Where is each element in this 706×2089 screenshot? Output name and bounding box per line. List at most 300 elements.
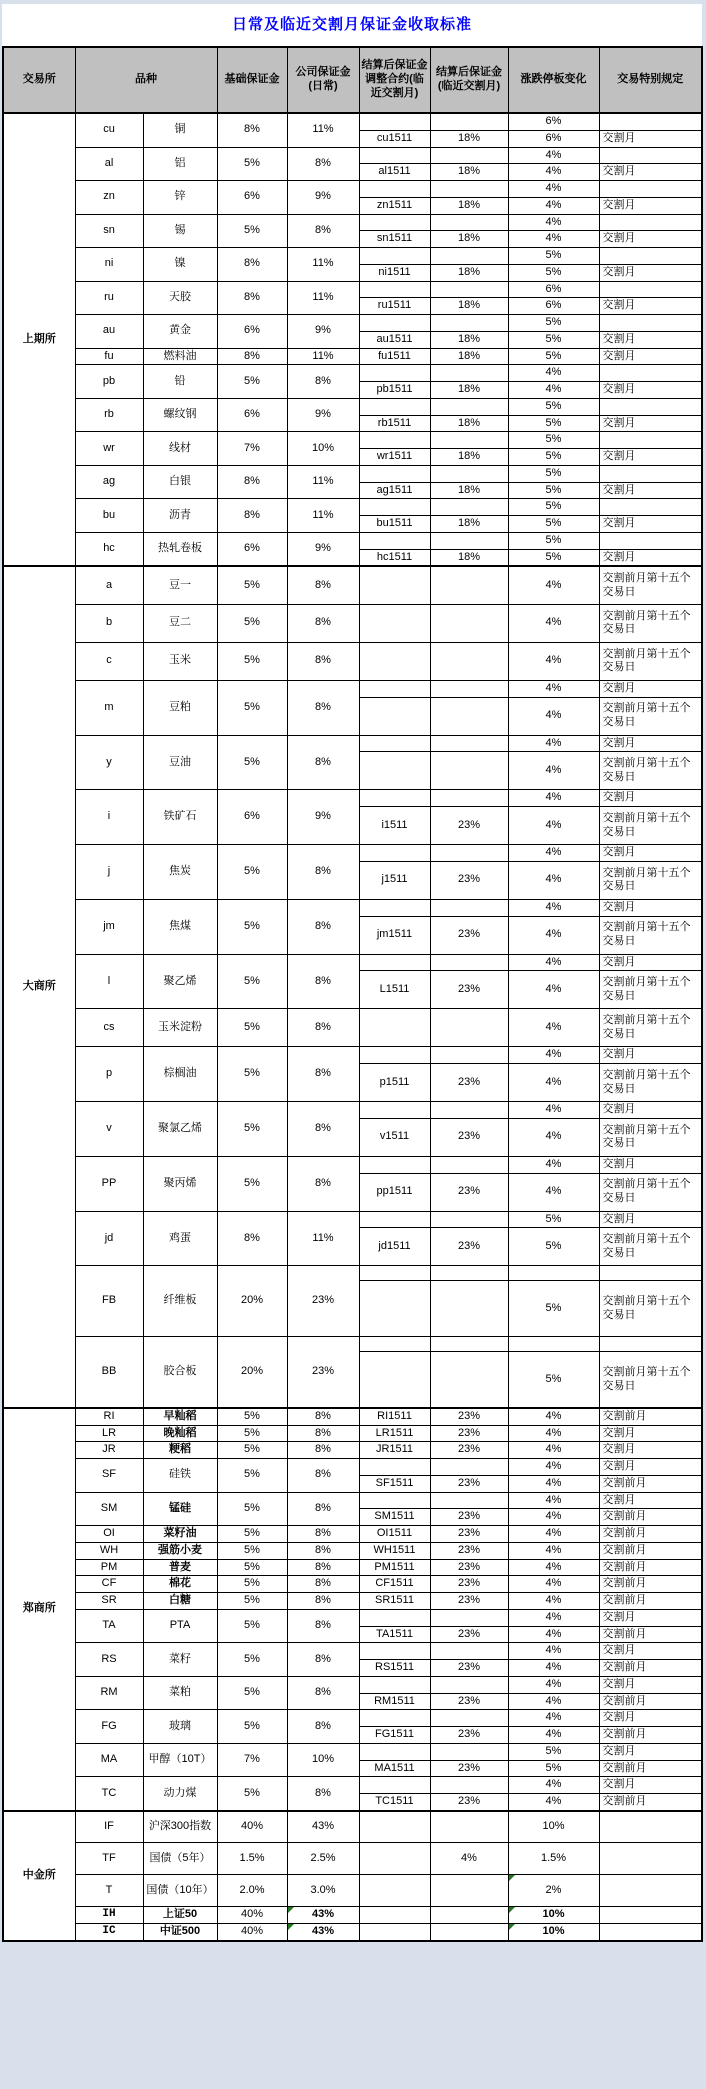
price-limit-cell[interactable]: 5% [508,465,599,482]
special-rule-cell[interactable]: 交割月 [599,1047,702,1064]
price-limit-cell[interactable]: 10% [508,1811,599,1843]
product-name-cell[interactable]: 强筋小麦 [143,1542,217,1559]
product-code-cell[interactable]: BB [75,1337,143,1408]
price-limit-cell[interactable]: 4% [508,231,599,248]
product-name-cell[interactable]: 聚乙烯 [143,954,217,1009]
post-margin-cell[interactable] [430,214,508,231]
post-margin-cell[interactable] [430,680,508,697]
contract-cell[interactable] [359,680,430,697]
price-limit-cell[interactable]: 5% [508,1760,599,1777]
special-rule-cell[interactable] [599,1843,702,1875]
product-name-cell[interactable]: 动力煤 [143,1777,217,1811]
price-limit-cell[interactable]: 4% [508,680,599,697]
company-margin-cell[interactable]: 11% [287,1211,359,1266]
company-margin-cell[interactable]: 8% [287,1526,359,1543]
post-margin-cell[interactable] [430,1459,508,1476]
post-margin-cell[interactable]: 18% [430,449,508,466]
contract-cell[interactable] [359,365,430,382]
contract-cell[interactable] [359,954,430,971]
post-margin-cell[interactable] [430,566,508,604]
product-name-cell[interactable]: 纤维板 [143,1266,217,1337]
special-rule-cell[interactable]: 交割前月 [599,1559,702,1576]
price-limit-cell[interactable]: 4% [508,1102,599,1119]
company-margin-cell[interactable]: 8% [287,1643,359,1677]
product-code-cell[interactable]: sn [75,214,143,248]
price-limit-cell[interactable]: 4% [508,1442,599,1459]
product-name-cell[interactable]: 焦煤 [143,899,217,954]
special-rule-cell[interactable] [599,147,702,164]
price-limit-cell[interactable]: 4% [508,697,599,735]
base-margin-cell[interactable]: 5% [217,1425,287,1442]
header-base-margin[interactable]: 基础保证金 [217,47,287,113]
base-margin-cell[interactable]: 7% [217,432,287,466]
post-margin-cell[interactable] [430,1047,508,1064]
base-margin-cell[interactable]: 5% [217,845,287,900]
contract-cell[interactable]: FG1511 [359,1727,430,1744]
company-margin-cell[interactable]: 3.0% [287,1875,359,1907]
post-margin-cell[interactable]: 18% [430,231,508,248]
base-margin-cell[interactable]: 5% [217,899,287,954]
price-limit-cell[interactable]: 5% [508,449,599,466]
product-code-cell[interactable]: T [75,1875,143,1907]
product-code-cell[interactable]: RI [75,1408,143,1425]
product-name-cell[interactable]: 铝 [143,147,217,181]
company-margin-cell[interactable]: 43% [287,1924,359,1941]
price-limit-cell[interactable]: 4% [508,790,599,807]
price-limit-cell[interactable]: 4% [508,1118,599,1156]
product-code-cell[interactable]: cu [75,113,143,147]
post-margin-cell[interactable]: 23% [430,1760,508,1777]
price-limit-cell[interactable]: 4% [508,1156,599,1173]
header-company-margin[interactable]: 公司保证金(日常) [287,47,359,113]
product-name-cell[interactable]: 螺纹钢 [143,398,217,432]
product-name-cell[interactable]: 镍 [143,248,217,282]
special-rule-cell[interactable]: 交割前月 [599,1576,702,1593]
special-rule-cell[interactable]: 交割月 [599,1459,702,1476]
price-limit-cell[interactable]: 5% [508,432,599,449]
special-rule-cell[interactable]: 交割前月 [599,1727,702,1744]
company-margin-cell[interactable]: 9% [287,398,359,432]
special-rule-cell[interactable] [599,432,702,449]
price-limit-cell[interactable]: 4% [508,1459,599,1476]
special-rule-cell[interactable]: 交割前月第十五个交易日 [599,861,702,899]
special-rule-cell[interactable]: 交割前月 [599,1626,702,1643]
base-margin-cell[interactable]: 40% [217,1924,287,1941]
special-rule-cell[interactable]: 交割前月第十五个交易日 [599,1352,702,1408]
company-margin-cell[interactable]: 8% [287,365,359,399]
post-margin-cell[interactable] [430,752,508,790]
base-margin-cell[interactable]: 8% [217,113,287,147]
post-margin-cell[interactable] [430,248,508,265]
company-margin-cell[interactable]: 10% [287,432,359,466]
post-margin-cell[interactable] [430,845,508,862]
product-name-cell[interactable]: 普麦 [143,1559,217,1576]
product-code-cell[interactable]: au [75,315,143,349]
base-margin-cell[interactable]: 20% [217,1337,287,1408]
contract-cell[interactable] [359,1492,430,1509]
special-rule-cell[interactable]: 交割前月 [599,1794,702,1811]
price-limit-cell[interactable]: 4% [508,1425,599,1442]
price-limit-cell[interactable]: 4% [508,1509,599,1526]
company-margin-cell[interactable]: 8% [287,680,359,735]
post-margin-cell[interactable] [430,642,508,680]
product-code-cell[interactable]: RS [75,1643,143,1677]
exchange-cell[interactable]: 郑商所 [3,1408,75,1811]
product-code-cell[interactable]: m [75,680,143,735]
post-margin-cell[interactable] [430,1352,508,1408]
contract-cell[interactable] [359,1907,430,1924]
post-margin-cell[interactable]: 23% [430,1064,508,1102]
base-margin-cell[interactable]: 5% [217,1102,287,1157]
contract-cell[interactable]: pb1511 [359,382,430,399]
contract-cell[interactable]: fu1511 [359,348,430,365]
special-rule-cell[interactable]: 交割月 [599,1609,702,1626]
post-margin-cell[interactable] [430,315,508,332]
base-margin-cell[interactable]: 6% [217,181,287,215]
price-limit-cell[interactable]: 5% [508,1228,599,1266]
price-limit-cell[interactable] [508,1337,599,1352]
product-code-cell[interactable]: LR [75,1425,143,1442]
company-margin-cell[interactable]: 9% [287,315,359,349]
product-name-cell[interactable]: 豆油 [143,735,217,790]
price-limit-cell[interactable]: 4% [508,971,599,1009]
post-margin-cell[interactable]: 23% [430,1559,508,1576]
price-limit-cell[interactable]: 5% [508,1743,599,1760]
post-margin-cell[interactable]: 23% [430,916,508,954]
post-margin-cell[interactable] [430,113,508,130]
contract-cell[interactable] [359,566,430,604]
special-rule-cell[interactable]: 交割月 [599,197,702,214]
special-rule-cell[interactable] [599,1924,702,1941]
contract-cell[interactable] [359,1811,430,1843]
company-margin-cell[interactable]: 11% [287,281,359,315]
product-code-cell[interactable]: fu [75,348,143,365]
contract-cell[interactable] [359,642,430,680]
post-margin-cell[interactable] [430,1266,508,1281]
price-limit-cell[interactable]: 10% [508,1907,599,1924]
special-rule-cell[interactable]: 交割前月第十五个交易日 [599,697,702,735]
special-rule-cell[interactable]: 交割月 [599,680,702,697]
product-code-cell[interactable]: PM [75,1559,143,1576]
post-margin-cell[interactable]: 23% [430,807,508,845]
header-product[interactable]: 品种 [75,47,217,113]
contract-cell[interactable]: p1511 [359,1064,430,1102]
product-code-cell[interactable]: TA [75,1609,143,1643]
base-margin-cell[interactable]: 5% [217,1676,287,1710]
company-margin-cell[interactable]: 8% [287,1777,359,1811]
special-rule-cell[interactable]: 交割月 [599,1492,702,1509]
company-margin-cell[interactable]: 9% [287,181,359,215]
contract-cell[interactable]: RS1511 [359,1660,430,1677]
post-margin-cell[interactable] [430,181,508,198]
base-margin-cell[interactable]: 5% [217,1459,287,1493]
company-margin-cell[interactable]: 8% [287,1492,359,1526]
special-rule-cell[interactable]: 交割月 [599,1156,702,1173]
special-rule-cell[interactable]: 交割前月 [599,1760,702,1777]
contract-cell[interactable]: PM1511 [359,1559,430,1576]
base-margin-cell[interactable]: 5% [217,735,287,790]
product-name-cell[interactable]: 铅 [143,365,217,399]
contract-cell[interactable] [359,1352,430,1408]
special-rule-cell[interactable]: 交割月 [599,231,702,248]
post-margin-cell[interactable]: 23% [430,971,508,1009]
contract-cell[interactable]: SR1511 [359,1593,430,1610]
price-limit-cell[interactable]: 10% [508,1924,599,1941]
company-margin-cell[interactable]: 8% [287,954,359,1009]
base-margin-cell[interactable]: 8% [217,281,287,315]
company-margin-cell[interactable]: 11% [287,113,359,147]
contract-cell[interactable]: TC1511 [359,1794,430,1811]
product-code-cell[interactable]: b [75,604,143,642]
price-limit-cell[interactable]: 4% [508,954,599,971]
special-rule-cell[interactable]: 交割月 [599,415,702,432]
product-code-cell[interactable]: TC [75,1777,143,1811]
post-margin-cell[interactable]: 18% [430,482,508,499]
post-margin-cell[interactable]: 18% [430,298,508,315]
post-margin-cell[interactable]: 18% [430,415,508,432]
product-name-cell[interactable]: 白银 [143,465,217,499]
post-margin-cell[interactable]: 23% [430,1425,508,1442]
price-limit-cell[interactable]: 4% [508,164,599,181]
price-limit-cell[interactable]: 4% [508,1626,599,1643]
base-margin-cell[interactable]: 5% [217,1559,287,1576]
contract-cell[interactable] [359,181,430,198]
product-name-cell[interactable]: 锌 [143,181,217,215]
contract-cell[interactable] [359,147,430,164]
product-name-cell[interactable]: 豆一 [143,566,217,604]
base-margin-cell[interactable]: 5% [217,1526,287,1543]
contract-cell[interactable] [359,281,430,298]
product-code-cell[interactable]: jm [75,899,143,954]
contract-cell[interactable]: JR1511 [359,1442,430,1459]
product-name-cell[interactable]: 硅铁 [143,1459,217,1493]
post-margin-cell[interactable] [430,1492,508,1509]
contract-cell[interactable] [359,845,430,862]
special-rule-cell[interactable]: 交割月 [599,845,702,862]
product-code-cell[interactable]: i [75,790,143,845]
product-name-cell[interactable]: 菜籽油 [143,1526,217,1543]
product-name-cell[interactable]: 上证50 [143,1907,217,1924]
product-name-cell[interactable]: 线材 [143,432,217,466]
price-limit-cell[interactable]: 4% [508,1047,599,1064]
contract-cell[interactable]: jd1511 [359,1228,430,1266]
post-margin-cell[interactable]: 23% [430,1727,508,1744]
special-rule-cell[interactable]: 交割月 [599,1211,702,1228]
company-margin-cell[interactable]: 11% [287,248,359,282]
contract-cell[interactable] [359,1924,430,1941]
product-code-cell[interactable]: ru [75,281,143,315]
special-rule-cell[interactable] [599,465,702,482]
special-rule-cell[interactable]: 交割月 [599,130,702,147]
contract-cell[interactable] [359,432,430,449]
base-margin-cell[interactable]: 5% [217,1609,287,1643]
product-name-cell[interactable]: 晚籼稻 [143,1425,217,1442]
post-margin-cell[interactable] [430,465,508,482]
special-rule-cell[interactable] [599,532,702,549]
company-margin-cell[interactable]: 43% [287,1811,359,1843]
price-limit-cell[interactable]: 4% [508,1794,599,1811]
special-rule-cell[interactable]: 交割月 [599,1442,702,1459]
special-rule-cell[interactable]: 交割月 [599,1425,702,1442]
post-margin-cell[interactable] [430,499,508,516]
price-limit-cell[interactable]: 4% [508,1408,599,1425]
product-name-cell[interactable]: 沪深300指数 [143,1811,217,1843]
contract-cell[interactable]: hc1511 [359,549,430,566]
post-margin-cell[interactable]: 23% [430,1626,508,1643]
price-limit-cell[interactable]: 4% [508,1676,599,1693]
price-limit-cell[interactable]: 4% [508,1777,599,1794]
product-code-cell[interactable]: wr [75,432,143,466]
post-margin-cell[interactable]: 23% [430,1526,508,1543]
contract-cell[interactable]: au1511 [359,331,430,348]
product-code-cell[interactable]: zn [75,181,143,215]
company-margin-cell[interactable]: 23% [287,1266,359,1337]
contract-cell[interactable]: RM1511 [359,1693,430,1710]
product-name-cell[interactable]: 甲醇（10T） [143,1743,217,1777]
special-rule-cell[interactable]: 交割前月 [599,1542,702,1559]
special-rule-cell[interactable] [599,1811,702,1843]
post-margin-cell[interactable]: 23% [430,1576,508,1593]
exchange-cell[interactable]: 上期所 [3,113,75,566]
product-code-cell[interactable]: ag [75,465,143,499]
post-margin-cell[interactable]: 18% [430,549,508,566]
product-name-cell[interactable]: 玉米 [143,642,217,680]
contract-cell[interactable] [359,248,430,265]
post-margin-cell[interactable] [430,365,508,382]
price-limit-cell[interactable]: 5% [508,1352,599,1408]
base-margin-cell[interactable]: 5% [217,1156,287,1211]
base-margin-cell[interactable]: 5% [217,1710,287,1744]
price-limit-cell[interactable]: 5% [508,532,599,549]
post-margin-cell[interactable]: 23% [430,861,508,899]
special-rule-cell[interactable]: 交割前月第十五个交易日 [599,807,702,845]
price-limit-cell[interactable]: 4% [508,1559,599,1576]
special-rule-cell[interactable]: 交割月 [599,899,702,916]
base-margin-cell[interactable]: 8% [217,1211,287,1266]
price-limit-cell[interactable]: 1.5% [508,1843,599,1875]
company-margin-cell[interactable]: 8% [287,1442,359,1459]
price-limit-cell[interactable]: 4% [508,1693,599,1710]
company-margin-cell[interactable]: 8% [287,1102,359,1157]
special-rule-cell[interactable]: 交割前月 [599,1509,702,1526]
product-code-cell[interactable]: MA [75,1743,143,1777]
base-margin-cell[interactable]: 5% [217,365,287,399]
contract-cell[interactable] [359,790,430,807]
base-margin-cell[interactable]: 6% [217,398,287,432]
contract-cell[interactable]: OI1511 [359,1526,430,1543]
price-limit-cell[interactable]: 4% [508,365,599,382]
base-margin-cell[interactable]: 1.5% [217,1843,287,1875]
special-rule-cell[interactable]: 交割前月第十五个交易日 [599,604,702,642]
price-limit-cell[interactable]: 4% [508,197,599,214]
post-margin-cell[interactable]: 23% [430,1794,508,1811]
special-rule-cell[interactable]: 交割月 [599,298,702,315]
special-rule-cell[interactable] [599,1907,702,1924]
post-margin-cell[interactable] [430,281,508,298]
product-code-cell[interactable]: RM [75,1676,143,1710]
product-name-cell[interactable]: 豆二 [143,604,217,642]
special-rule-cell[interactable] [599,1875,702,1907]
base-margin-cell[interactable]: 5% [217,604,287,642]
company-margin-cell[interactable]: 2.5% [287,1843,359,1875]
post-margin-cell[interactable] [430,1743,508,1760]
price-limit-cell[interactable]: 4% [508,807,599,845]
special-rule-cell[interactable]: 交割月 [599,331,702,348]
post-margin-cell[interactable]: 23% [430,1442,508,1459]
contract-cell[interactable]: ru1511 [359,298,430,315]
product-name-cell[interactable]: 燃料油 [143,348,217,365]
special-rule-cell[interactable]: 交割前月第十五个交易日 [599,1064,702,1102]
post-margin-cell[interactable]: 23% [430,1509,508,1526]
product-name-cell[interactable]: 白糖 [143,1593,217,1610]
product-name-cell[interactable]: 国债（5年） [143,1843,217,1875]
special-rule-cell[interactable]: 交割前月第十五个交易日 [599,971,702,1009]
price-limit-cell[interactable]: 4% [508,604,599,642]
base-margin-cell[interactable]: 5% [217,1047,287,1102]
contract-cell[interactable]: zn1511 [359,197,430,214]
header-adjusted-contract[interactable]: 结算后保证金调整合约(临近交割月) [359,47,430,113]
base-margin-cell[interactable]: 5% [217,680,287,735]
special-rule-cell[interactable]: 交割前月第十五个交易日 [599,1281,702,1337]
price-limit-cell[interactable]: 4% [508,1660,599,1677]
company-margin-cell[interactable]: 9% [287,790,359,845]
special-rule-cell[interactable]: 交割月 [599,1777,702,1794]
base-margin-cell[interactable]: 5% [217,1777,287,1811]
price-limit-cell[interactable]: 4% [508,1710,599,1727]
price-limit-cell[interactable]: 4% [508,1727,599,1744]
special-rule-cell[interactable] [599,365,702,382]
price-limit-cell[interactable]: 5% [508,1281,599,1337]
post-margin-cell[interactable] [430,532,508,549]
product-name-cell[interactable]: 粳稻 [143,1442,217,1459]
contract-cell[interactable] [359,1102,430,1119]
special-rule-cell[interactable]: 交割前月第十五个交易日 [599,642,702,680]
special-rule-cell[interactable]: 交割月 [599,164,702,181]
post-margin-cell[interactable]: 23% [430,1593,508,1610]
price-limit-cell[interactable]: 4% [508,899,599,916]
product-code-cell[interactable]: jd [75,1211,143,1266]
company-margin-cell[interactable]: 8% [287,566,359,604]
contract-cell[interactable]: TA1511 [359,1626,430,1643]
company-margin-cell[interactable]: 8% [287,147,359,181]
contract-cell[interactable]: pp1511 [359,1173,430,1211]
product-code-cell[interactable]: j [75,845,143,900]
price-limit-cell[interactable]: 4% [508,1576,599,1593]
company-margin-cell[interactable]: 8% [287,1459,359,1493]
exchange-cell[interactable]: 大商所 [3,566,75,1408]
price-limit-cell[interactable]: 4% [508,1475,599,1492]
contract-cell[interactable] [359,1156,430,1173]
special-rule-cell[interactable]: 交割月 [599,1743,702,1760]
product-code-cell[interactable]: l [75,954,143,1009]
product-name-cell[interactable]: 胶合板 [143,1337,217,1408]
special-rule-cell[interactable]: 交割前月第十五个交易日 [599,916,702,954]
company-margin-cell[interactable]: 11% [287,465,359,499]
post-margin-cell[interactable]: 23% [430,1173,508,1211]
price-limit-cell[interactable]: 5% [508,499,599,516]
post-margin-cell[interactable] [430,1609,508,1626]
post-margin-cell[interactable] [430,147,508,164]
price-limit-cell[interactable]: 4% [508,1492,599,1509]
base-margin-cell[interactable]: 5% [217,954,287,1009]
contract-cell[interactable] [359,532,430,549]
special-rule-cell[interactable]: 交割月 [599,264,702,281]
price-limit-cell[interactable]: 5% [508,248,599,265]
product-code-cell[interactable]: rb [75,398,143,432]
price-limit-cell[interactable]: 4% [508,845,599,862]
special-rule-cell[interactable] [599,398,702,415]
product-name-cell[interactable]: 棕榈油 [143,1047,217,1102]
